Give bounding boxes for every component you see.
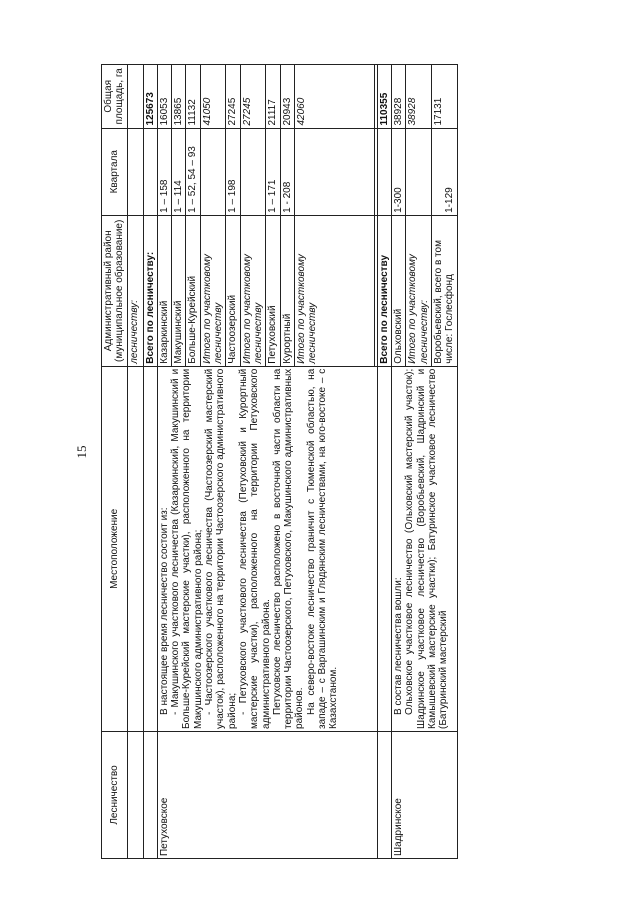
header-forestry: Лесничество (102, 731, 128, 858)
table-row (127, 65, 143, 859)
table-row: Петуховский 1 – 171 21117 (266, 65, 280, 859)
table-row: Шадринское В состав лесничества вошли: Ольховское участковое лесничество (Ольховский мастерский участок); Шадринское участковое лесничество (Воробьевский, Шадринский и Камышевский мастерские участки); Батуринское участковое лесничество (Батуринский мастерский Ольховский 1-300 38928 (392, 65, 406, 859)
table-row: Итого по участковому лесничеству 27245 (240, 65, 266, 859)
header-district: Административный район (муниципальное образование) (102, 215, 128, 366)
petukhovskoe-total-area: 125673 (143, 65, 157, 129)
header-quarters: Квартала (102, 128, 128, 215)
shadrinskoe-total-label: Всего по лесничеству (377, 215, 391, 366)
petukhovskoe-description: В настоящее время лесничество состоит из: - Макушинского участкового лесничества (Казаркинский, Макушинский и Больше-Курейский мастерские участки), расположенного на территории Макушинского административного района; - Частоозерского участкового лесничества (Частоозерский мастерский участок), расположенного на территории Частоозерского административного района; - Петуховского участкового лесничества (Петуховский и Курортный мастерские участки), расположенного на территории Петуховского административного района. Петуховское лесничество расположено в восточной части области на территории Частоозерского, Петуховского, Макушинского административных районов. На северо-востоке лесничество граничит с Тюменской областью, на западе – с Варгашинским и Глядянским лесничествами, на юго-востоке – с Казахстаном. (157, 366, 377, 731)
table-row: Петуховское В настоящее время лесничество состоит из: - Макушинского участкового лесничества (Казаркинский, Макушинский и Больше-Курейский мастерские участки), расположенного на территории Макушинского административного района; - Частоозерского участкового лесничества (Частоозерский мастерский участок), расположенного на территории Частоозерского административного района; - Петуховского участкового лесничества (Петуховский и Курортный мастерские участки), расположенного на территории Петуховского административного района. Петуховское лесничество расположено в восточной части области на территории Частоозерского, Петуховского, Макушинского административных районов. На северо-востоке лесничество граничит с Тюменской областью, на западе – с Варгашинским и Глядянским лесничествами, на юго-востоке – с Казахстаном. Казаркинский 1 – 158 16053 (157, 65, 171, 859)
carry-over-label: лесничеству: (127, 215, 143, 366)
table-row (143, 65, 157, 859)
table-row: Больше-Курейский 1 – 52, 54 – 93 11132 (186, 65, 200, 859)
forestry-table (101, 64, 458, 859)
shadrinskoe-total-area: 110355 (377, 65, 391, 129)
header-location: Местоположение (102, 366, 128, 731)
petukhovskoe-total-label: Всего по лесничеству: (143, 215, 157, 366)
table-row: Частоозерский 1 – 198 27245 (226, 65, 240, 859)
table-row: Итого по участковому лесничеству: 38928 (406, 65, 432, 859)
forestry-name-petukhovskoe: Петуховское (157, 731, 377, 858)
table-header-row (102, 65, 128, 859)
shadrinskoe-description: В состав лесничества вошли: Ольховское участковое лесничество (Ольховский мастерский участок); Шадринское участковое лесничество (Воробьевский, Шадринский и Камышевский мастерские участки); Батуринское участковое лесничество (Батуринский мастерский (392, 366, 457, 731)
table-row: Итого по участковому лесничеству 41050 (200, 65, 226, 859)
table-row: Макушинский 1 – 114 13865 (172, 65, 186, 859)
rotated-page-content (101, 64, 561, 859)
table-row: Воробьевский, всего в том числе: Гослесфонд 1-129 17131 (432, 65, 458, 859)
page-number: 15 (74, 445, 89, 459)
table-row: Итого по участковому лесничеству 42060 (294, 65, 374, 859)
table-row: Курортный 1 - 208 20943 (280, 65, 294, 859)
table-row (377, 65, 391, 859)
header-area: Общая площадь, га (102, 65, 128, 129)
forestry-name-shadrinskoe: Шадринское (392, 731, 457, 858)
